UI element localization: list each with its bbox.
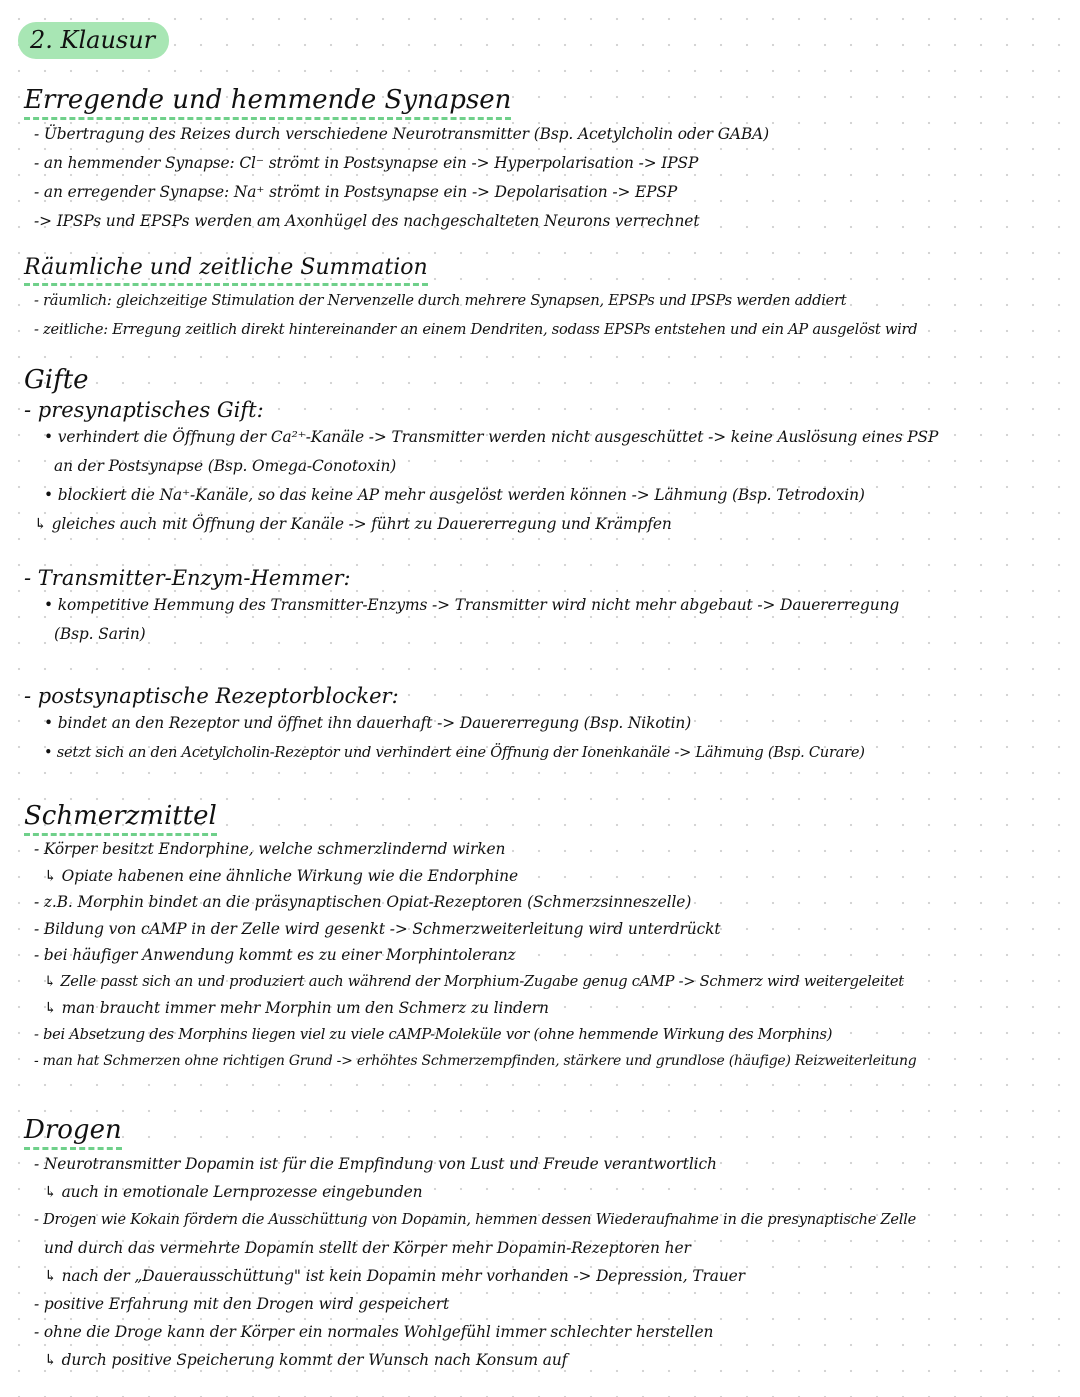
section-drogen [24,1114,916,1374]
section-heading: Gifte [24,365,89,395]
section-summation [24,254,917,344]
note-line: • verhindert die Öffnung der Ca²⁺-Kanäle -> Transmitter werden nicht ausgeschüttet -> keine Auslösung eines PSP [44,428,939,446]
note-line: - Bildung von cAMP in der Zelle wird gesenkt -> Schmerzweiterleitung wird unterdrückt [34,919,721,938]
note-line: ↳ man braucht immer mehr Morphin um den Schmerz zu lindern [44,999,549,1017]
note-line: an der Postsynapse (Bsp. Omega-Conotoxin) [54,457,397,475]
note-line: - Drogen wie Kokain fördern die Ausschüttung von Dopamin, hemmen dessen Wiederaufnahme in die presynaptische Zelle [34,1211,917,1228]
note-line: ↳ durch positive Speicherung kommt der Wunsch nach Konsum auf [44,1351,568,1369]
note-line: - Übertragung des Reizes durch verschiedene Neurotransmitter (Bsp. Acetylcholin oder GABA) [34,125,770,143]
section-synapsen [24,84,769,236]
subheading: - presynaptisches Gift: [24,398,264,422]
section-heading: Drogen [24,1114,122,1150]
note-line: -> IPSPs und EPSPs werden am Axonhügel des nachgeschalteten Neurons verrechnet [34,212,700,230]
note-line: - positive Erfahrung mit den Drogen wird gespeichert [34,1295,450,1313]
note-line: • blockiert die Na⁺-Kanäle, so das keine AP mehr ausgelöst werden können -> Lähmung (Bsp. Tetrodoxin) [44,486,865,504]
note-line: - an erregender Synapse: Na⁺ strömt in Postsynapse ein -> Depolarisation -> EPSP [34,183,678,201]
note-line: - man hat Schmerzen ohne richtigen Grund -> erhöhtes Schmerzempfinden, stärkere und grundlose (häufige) Reizweiterleitung [34,1053,917,1069]
note-line: ↳ auch in emotionale Lernprozesse eingebunden [44,1183,423,1201]
note-line: - bei Absetzung des Morphins liegen viel zu viele cAMP-Moleküle vor (ohne hemmende Wirkung des Morphins) [34,1025,833,1043]
note-line: • bindet an den Rezeptor und öffnet ihn dauerhaft -> Dauererregung (Bsp. Nikotin) [44,714,692,732]
note-line: - Neurotransmitter Dopamin ist für die Empfindung von Lust und Freude verantwortlich [34,1155,717,1173]
note-line: - ohne die Droge kann der Körper ein normales Wohlgefühl immer schlechter herstellen [34,1323,714,1341]
subheading: - postsynaptische Rezeptorblocker: [24,684,399,708]
note-line: - räumlich: gleichzeitige Stimulation der Nervenzelle durch mehrere Synapsen, EPSPs und IPSPs werden addiert [34,292,847,309]
note-line: - Körper besitzt Endorphine, welche schmerzlindernd wirken [34,840,506,858]
subheading: - Transmitter-Enzym-Hemmer: [24,566,351,590]
note-line: • kompetitive Hemmung des Transmitter-Enzyms -> Transmitter wird nicht mehr abgebaut -> Dauererregung [44,596,900,614]
section-heading: Erregende und hemmende Synapsen [24,84,511,120]
note-line: • setzt sich an den Acetylcholin-Rezeptor und verhindert eine Öffnung der Ionenkanäle -> Lähmung (Bsp. Curare) [44,744,865,761]
page-title: 2. Klausur [18,22,169,59]
note-line: - zeitliche: Erregung zeitlich direkt hintereinander an einem Dendriten, sodass EPSPs entstehen und ein AP ausgelöst wird [34,321,918,338]
note-line: - z.B. Morphin bindet an die präsynaptischen Opiat-Rezeptoren (Schmerzsinneszelle) [34,893,692,911]
note-line: - an hemmender Synapse: Cl⁻ strömt in Postsynapse ein -> Hyperpolarisation -> IPSP [34,154,699,172]
note-line: (Bsp. Sarin) [54,625,146,643]
note-line: ↳ Opiate habenen eine ähnliche Wirkung wie die Endorphine [44,866,518,885]
section-gifte [24,364,938,767]
note-line: und durch das vermehrte Dopamin stellt der Körper mehr Dopamin-Rezeptoren her [44,1239,691,1257]
section-heading: Schmerzmittel [24,800,217,836]
section-heading: Räumliche und zeitliche Summation [24,254,428,286]
note-line: ↳ nach der „Dauerausschüttung" ist kein Dopamin mehr vorhanden -> Depression, Trauer [44,1267,745,1285]
note-line: - bei häufiger Anwendung kommt es zu einer Morphintoleranz [34,946,516,964]
note-line: ↳ Zelle passt sich an und produziert auch während der Morphium-Zugabe genug cAMP -> Schmerz wird weitergeleitet [44,972,904,990]
note-line: ↳ gleiches auch mit Öffnung der Kanäle -> führt zu Dauererregung und Krämpfen [34,515,672,533]
section-schmerzmittel [24,800,917,1075]
